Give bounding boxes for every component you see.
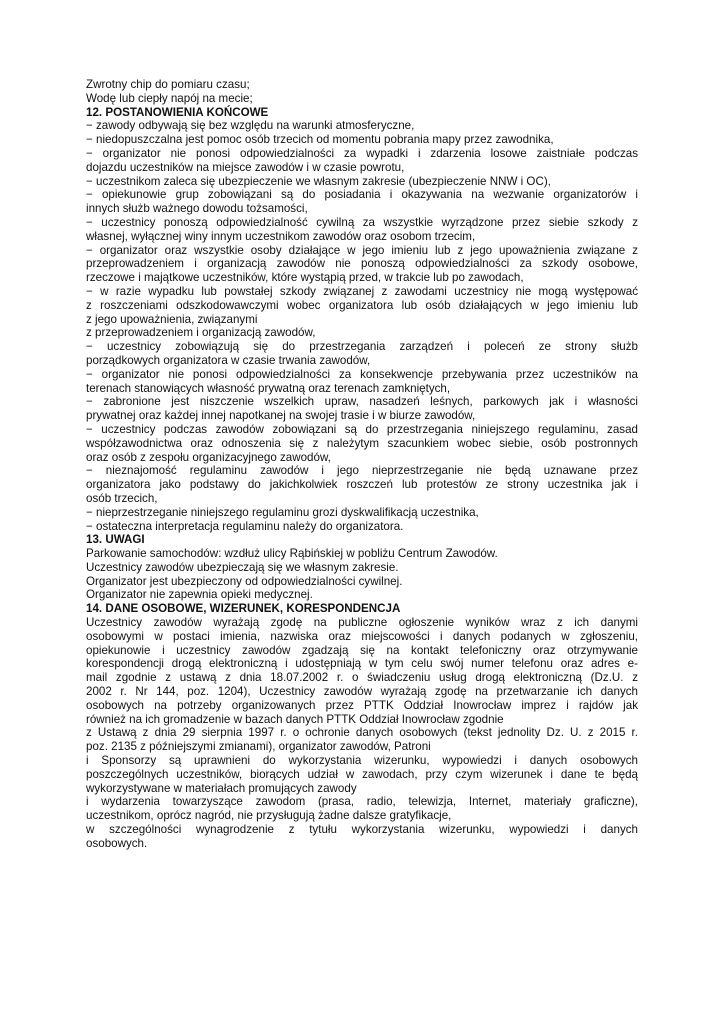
section-12-line: dojazdu uczestników na miejsce zawodów i w czasie powrotu, (86, 160, 405, 174)
section-14-line: również na ich gromadzenie w bazach danych PTTK Oddział Inowrocław zgodnie (86, 712, 504, 726)
section-12-line: − nieznajomość regulaminu zawodów i jego nieprzestrzeganie nie będą uznawane przez (86, 464, 638, 478)
section-14-line: wykorzystywane w materiałach promujących zawody (86, 781, 357, 795)
section-14-heading: 14. DANE OSOBOWE, WIZERUNEK, KORESPONDENCJA (86, 602, 401, 616)
section-12-line: − organizator nie ponosi odpowiedzialności za konsekwencje przebywania przez uczestników na (86, 367, 638, 381)
section-12-line: terenach stanowiących własność prywatną oraz terenach zamkniętych, (86, 381, 451, 395)
section-12-line: oraz osób z zespołu organizacyjnego zawodów, (86, 450, 331, 464)
section-13-body (86, 547, 638, 602)
section-12-line: innych służb ważnego dowodu tożsamości, (86, 202, 308, 216)
section-14-line: uczestnikom, oprócz nagród, nie przysługują żadne dalsze gratyfikacje, (86, 809, 452, 823)
section-12-line: − uczestnikom zaleca się ubezpieczenie we własnym zakresie (ubezpieczenie NNW i OC), (86, 174, 551, 188)
section-12-line: z jego upoważnienia, związanymi (86, 312, 258, 326)
section-12-line: − zawody odbywają się bez względu na warunki atmosferyczne, (86, 119, 415, 133)
section-14-line: opiekunowie i uczestnicy zawodów zgadzają się na kontakt telefoniczny oraz otrzymywanie (86, 643, 638, 657)
section-13-heading: 13. UWAGI (86, 533, 145, 547)
section-14-line: 2002 r. Nr 144, poz. 1204), Uczestnicy zawodów wyrażają zgodę na przetwarzanie ich danych (86, 685, 638, 699)
section-14-line: mail zgodnie z ustawą z dnia 18.07.2002 r. o świadczeniu usług drogą elektroniczną (Dz.U. z (86, 671, 638, 685)
section-12-line: − ostateczna interpretacja regulaminu należy do organizatora. (86, 519, 404, 533)
section-12-line: z przeprowadzeniem i organizacją zawodów, (86, 326, 316, 340)
section-12-line: − uczestnicy podczas zawodów zobowiązani są do przestrzegania niniejszego regulaminu, zasad (86, 422, 638, 436)
section-14-line: osobowymi w postaci imienia, nazwiska oraz miejscowości i danych podanych w zgłoszeniu, (86, 629, 638, 643)
section-14-line: korespondencji drogą elektroniczną i udostępniają w tym celu swój numer telefonu oraz adres e- (86, 657, 638, 671)
intro-block (86, 78, 638, 106)
section-12-line: − zabronione jest niszczenie wszelkich upraw, nasadzeń leśnych, parkowych jak i własności (86, 395, 638, 409)
section-14-line: osobowych na potrzeby organizowanych przez PTTK Oddział Inowrocław imprez i rajdów jak (86, 698, 638, 712)
section-12-line: organizatora jako podstawy do jakichkolwiek roszczeń lub protestów ze strony uczestnika jak i (86, 478, 638, 492)
section-12-line: − uczestnicy ponoszą odpowiedzialność cywilną za wszystkie wyrządzone przez siebie szkody z (86, 215, 638, 229)
section-13-line: Organizator jest ubezpieczony od odpowiedzialności cywilnej. (86, 574, 403, 588)
section-12-line: − opiekunowie grup zobowiązani są do posiadania i okazywania na wezwanie organizatorów i (86, 188, 638, 202)
section-12-line: − w razie wypadku lub powstałej szkody związanej z zawodami uczestnicy nie mogą występować (86, 284, 638, 298)
section-14-line: poszczególnych uczestników, biorących udział w zawodach, przy czym wizerunek i dane te będą (86, 767, 638, 781)
intro-line: Wodę lub ciepły napój na mecie; (86, 91, 253, 105)
section-12-line: − organizator nie ponosi odpowiedzialności za wypadki i zdarzenia losowe zaistniałe podczas (86, 146, 638, 160)
section-13-line: Parkowanie samochodów: wzdłuż ulicy Rąbińskiej w pobliżu Centrum Zawodów. (86, 547, 498, 561)
section-12-heading: 12. POSTANOWIENIA KOŃCOWE (86, 105, 269, 119)
section-12-line: współzawodnictwa oraz odnoszenia się z należytym szacunkiem wobec siebie, osób postronnych (86, 436, 638, 450)
section-12-line: − organizator oraz wszystkie osoby działające w jego imieniu lub z jego upoważnienia związane z (86, 243, 638, 257)
section-14-line: i Sponsorzy są uprawnieni do wykorzystania wizerunku, wypowiedzi i danych osobowych (86, 754, 638, 768)
section-13-line: Uczestnicy zawodów ubezpieczają się we własnym zakresie. (86, 560, 399, 574)
section-12-body (86, 119, 638, 533)
section-14-body (86, 616, 638, 851)
section-14-line: Uczestnicy zawodów wyrażają zgodę na publiczne ogłoszenie wyników wraz z ich danymi (86, 616, 638, 630)
section-12-line: porządkowych organizatora w czasie trwania zawodów, (86, 353, 371, 367)
section-12-line: − uczestnicy zobowiązują się do przestrzegania zarządzeń i poleceń ze strony służb (86, 340, 638, 354)
section-12-line: własnej, wyłącznej winy innym uczestnikom zawodów oraz osobom trzecim, (86, 229, 476, 243)
section-12-line: − niedopuszczalna jest pomoc osób trzecich od momentu pobrania mapy przez zawodnika, (86, 133, 554, 147)
section-14-line: i wydarzenia towarzyszące zawodom (prasa, radio, telewizja, Internet, materiały graficzne), (86, 795, 638, 809)
section-14-line: w szczególności wynagrodzenie z tytułu wykorzystania wizerunku, wypowiedzi i danych (86, 823, 638, 837)
section-13-line: Organizator nie zapewnia opieki medycznej. (86, 588, 313, 602)
intro-line: Zwrotny chip do pomiaru czasu; (86, 78, 250, 91)
section-12-line: osób trzecich, (86, 491, 158, 505)
document-page (86, 78, 638, 851)
section-12-line: z roszczeniami odszkodowawczymi wobec organizatora lub osób działających w jego imieniu lub (86, 298, 638, 312)
section-12-line: rzeczowe i majątkowe uczestników, które wystąpią przed, w trakcie lub po zawodach, (86, 271, 524, 285)
section-12-line: − nieprzestrzeganie niniejszego regulaminu grozi dyskwalifikacją uczestnika, (86, 505, 479, 519)
section-14-line: poz. 2135 z późniejszymi zmianami), organizator zawodów, Patroni (86, 740, 431, 754)
section-14-line: z Ustawą z dnia 29 sierpnia 1997 r. o ochronie danych osobowych (tekst jednolity Dz. U. z 2015 r. (86, 726, 638, 740)
section-12-line: prywatnej oraz każdej innej napotkanej na swojej trasie i w biurze zawodów, (86, 409, 476, 423)
section-12-line: przeprowadzeniem i organizacją zawodów nie ponoszą odpowiedzialności za szkody osobowe, (86, 257, 638, 271)
section-14-line: osobowych. (86, 836, 148, 850)
